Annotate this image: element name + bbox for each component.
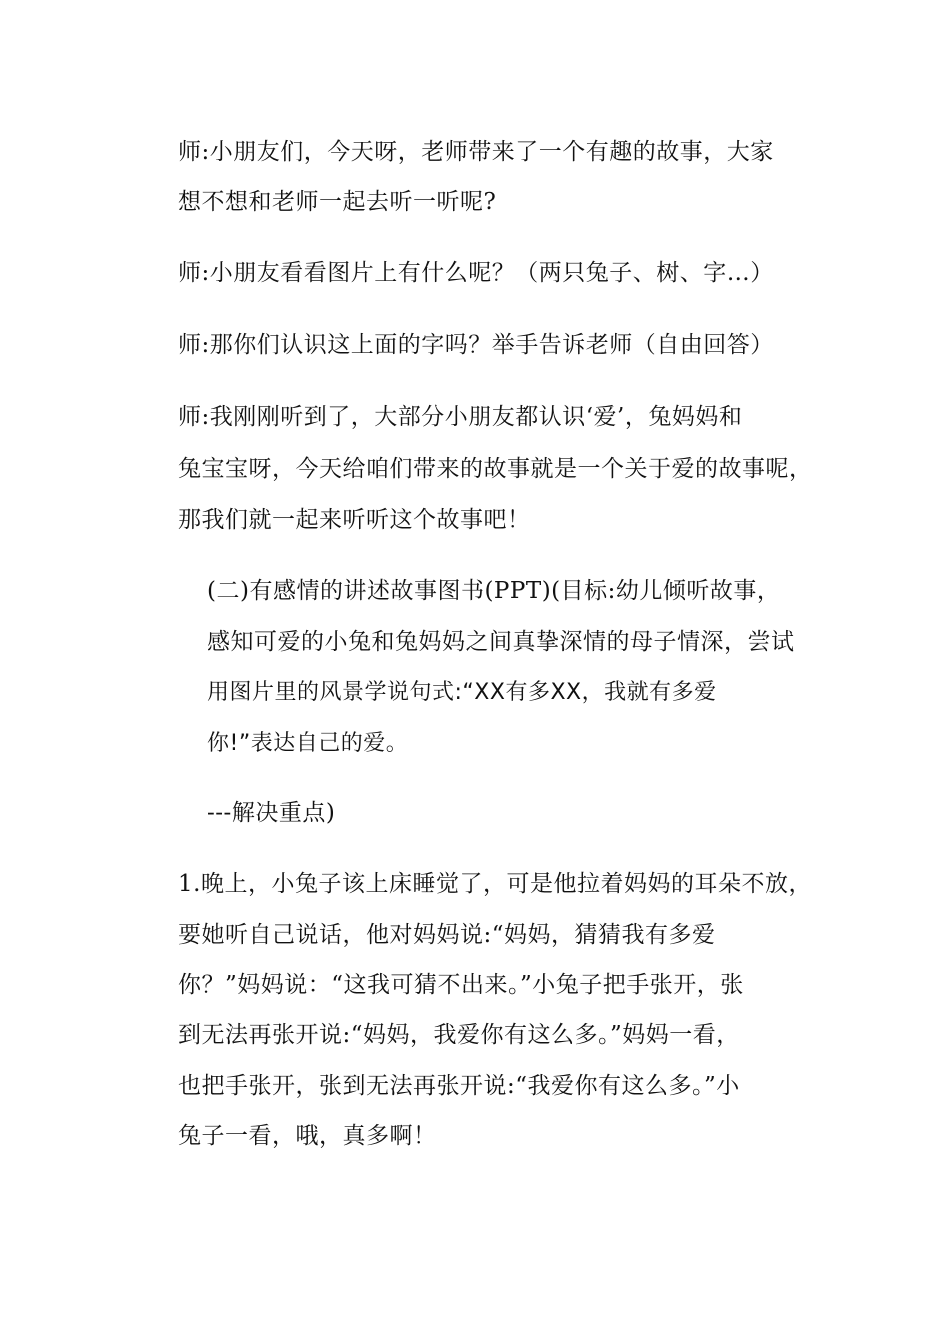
- story-line-4: 到无法再张开说:“妈妈，我爱你有这么多。”妈妈一看，: [178, 1022, 740, 1048]
- paragraph-line-6: 兔宝宝呀，今天给咱们带来的故事就是一个关于爱的故事呢，: [178, 456, 813, 482]
- story-line-5: 也把手张开，张到无法再张开说:“我爱你有这么多。”小: [178, 1073, 740, 1099]
- paragraph-line-1: 师:小朋友们，今天呀，老师带来了一个有趣的故事，大家: [178, 139, 774, 165]
- paragraph-line-7: 那我们就一起来听听这个故事吧！: [178, 507, 531, 533]
- story-line-3: 你？”妈妈说：“这我可猜不出来。”小兔子把手张开，张: [178, 972, 744, 998]
- story-line-2: 要她听自己说话，他对妈妈说:“妈妈，猜猜我有多爱: [178, 922, 716, 948]
- section-heading-line-2: 感知可爱的小兔和兔妈妈之间真挚深情的母子情深，尝试: [207, 629, 795, 655]
- story-line-1: 1.晚上，小兔子该上床睡觉了，可是他拉着妈妈的耳朵不放，: [178, 871, 812, 897]
- section-heading-line-5: ---解决重点): [207, 800, 336, 826]
- paragraph-line-5: 师:我刚刚听到了，大部分小朋友都认识‘爱’，兔妈妈和: [178, 404, 743, 430]
- section-heading-line-4: 你!”表达自己的爱。: [207, 731, 409, 756]
- paragraph-line-2: 想不想和老师一起去听一听呢?: [178, 189, 497, 215]
- story-line-6: 兔子一看，哦，真多啊！: [178, 1123, 437, 1149]
- paragraph-line-3: 师:小朋友看看图片上有什么呢？（两只兔子、树、字…）: [178, 260, 774, 286]
- paragraph-line-4: 师:那你们认识这上面的字吗？举手告诉老师（自由回答）: [178, 332, 774, 358]
- section-heading-line-1: (二)有感情的讲述故事图书(PPT)(目标:幼儿倾听故事，: [207, 578, 781, 604]
- section-heading-line-3: 用图片里的风景学说句式:“XX有多XX，我就有多爱: [207, 680, 717, 705]
